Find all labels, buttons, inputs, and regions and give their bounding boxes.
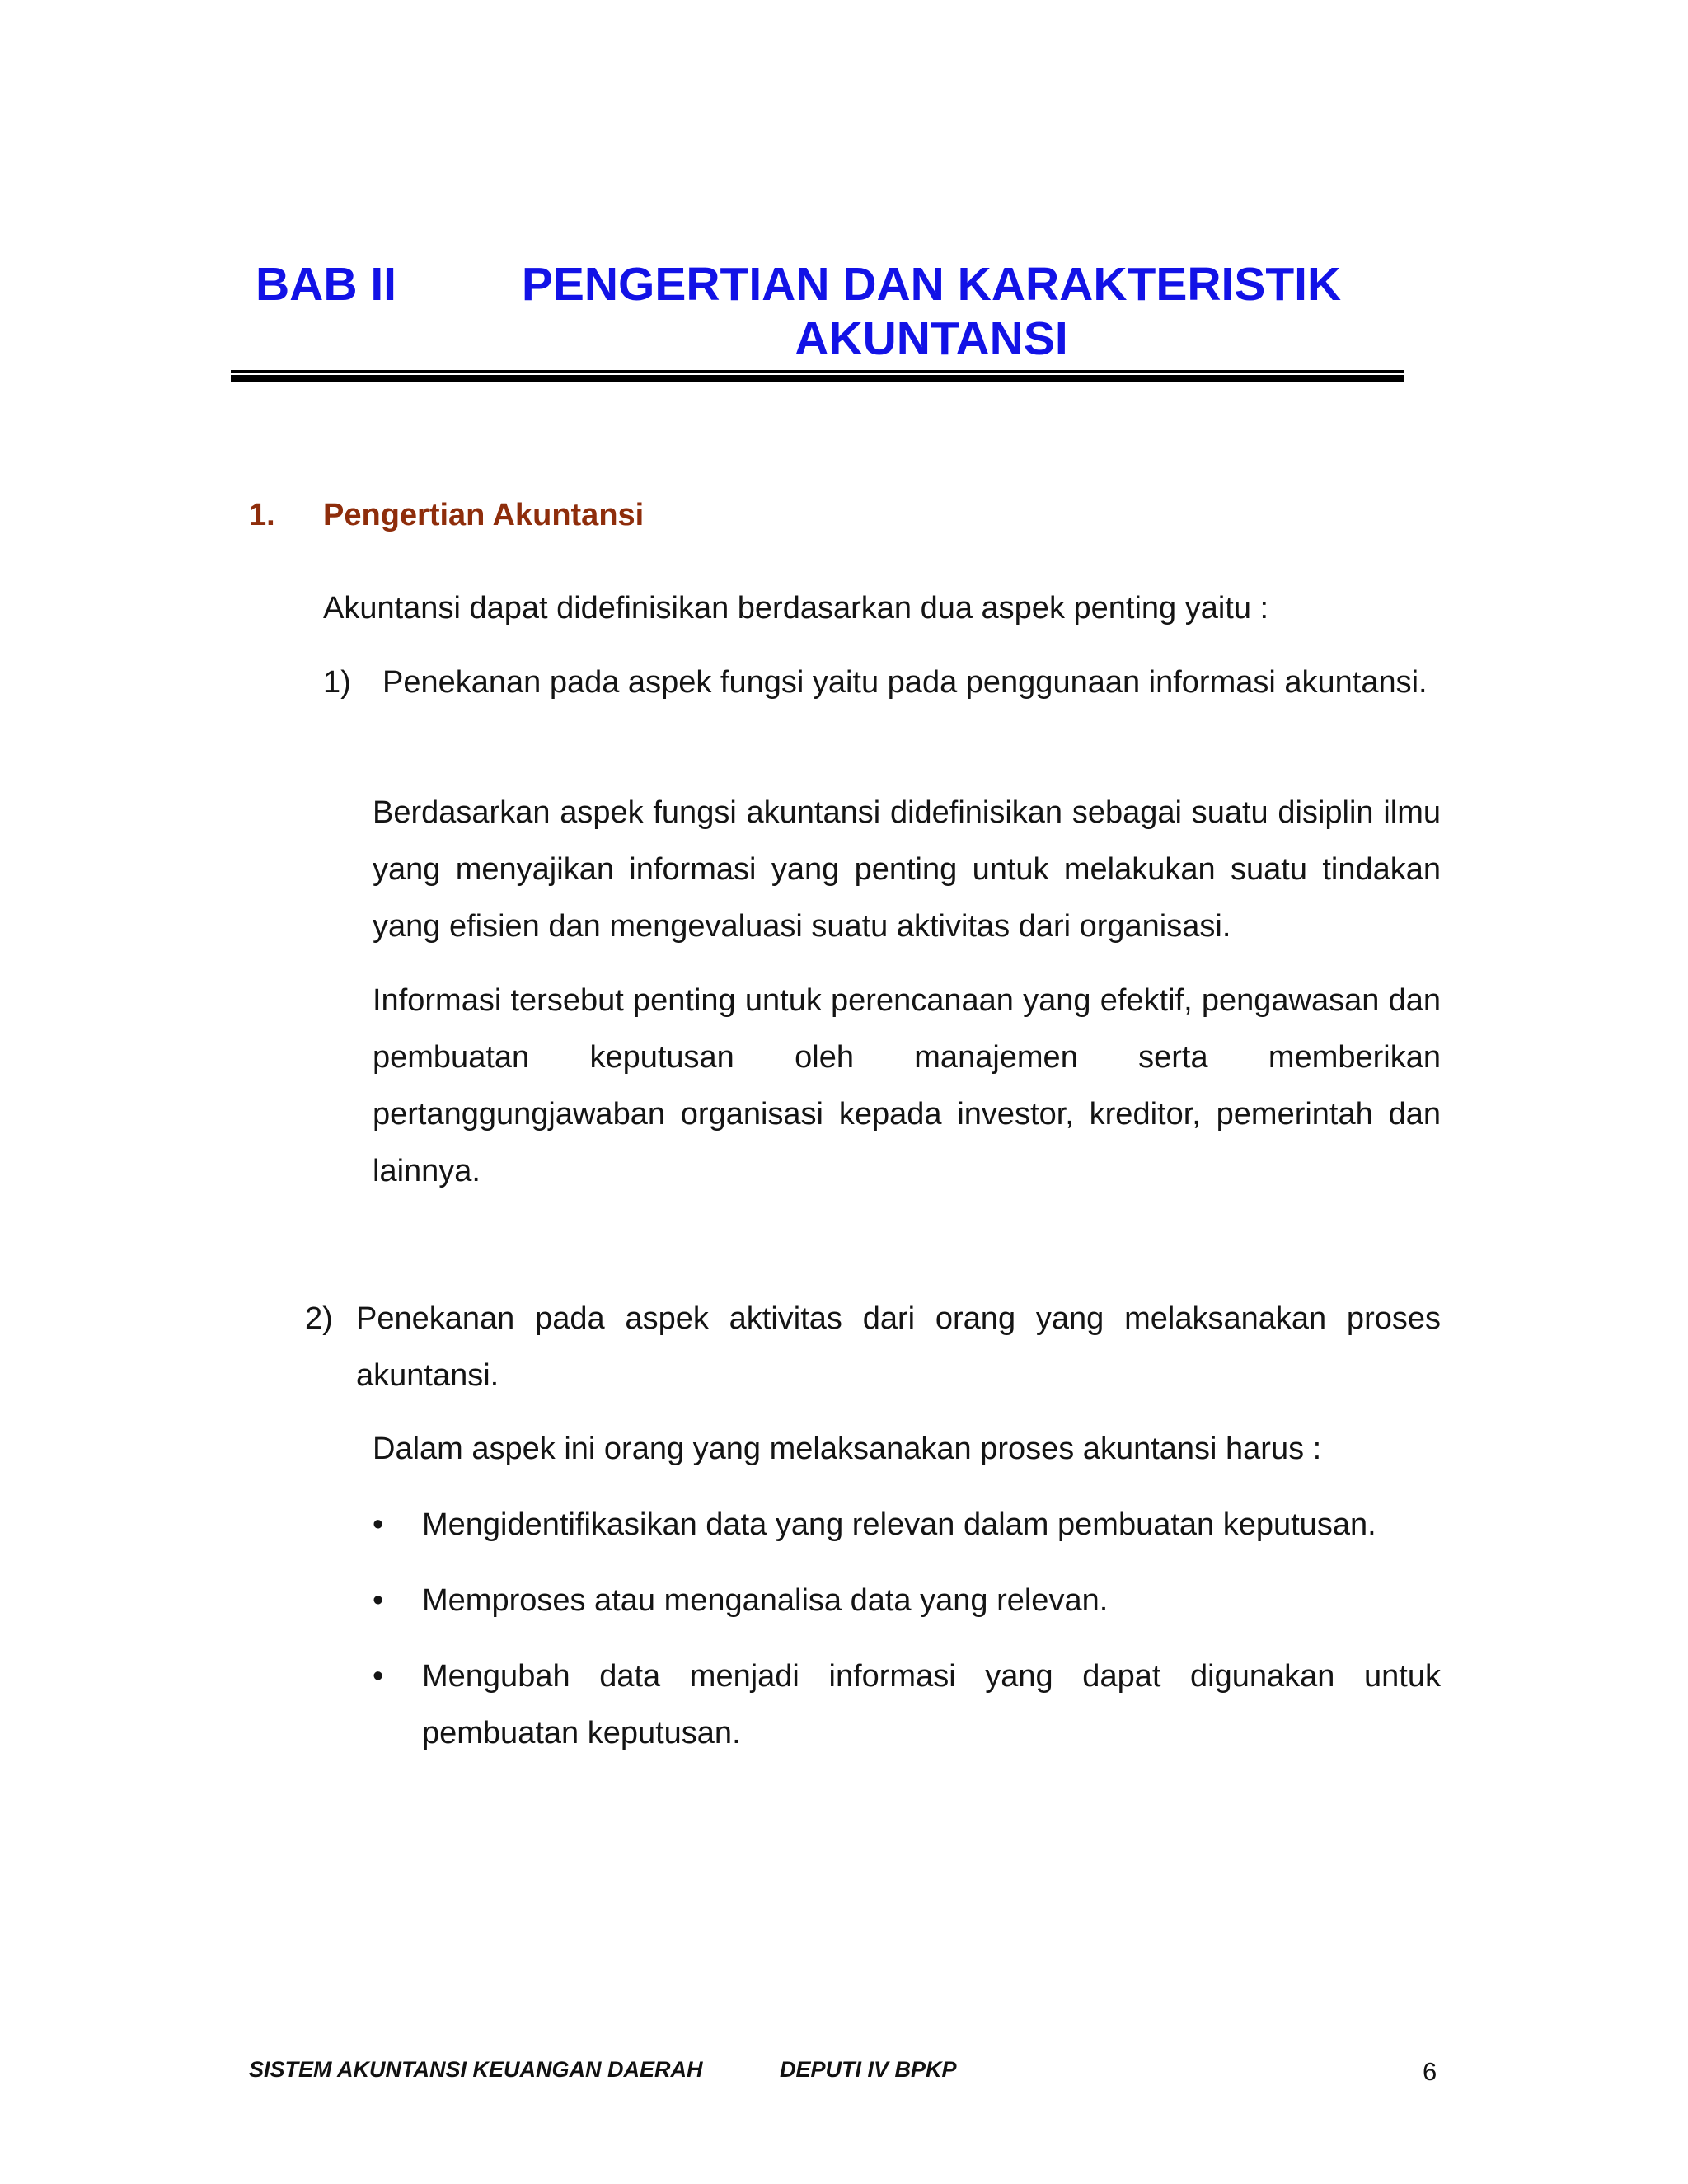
chapter-title: PENGERTIAN DAN KARAKTERISTIK AKUNTANSI [521,258,1342,365]
item2-paragraph-1: Dalam aspek ini orang yang melaksanakan proses akuntansi harus : [373,1432,1322,1466]
item1-heading [373,654,1441,711]
bullet-item-1: Mengidentifikasikan data yang relevan dalam pembuatan keputusan. [422,1507,1376,1542]
item1-marker: 1) [323,665,351,700]
item1-paragraph-2: Informasi tersebut penting untuk perencanaan yang efektif, pengawasan dan pembuatan keputusan oleh manajemen serta memberikan pertanggungjawaban organisasi kepada investor, kreditor, pemerintah dan lainnya. [373,983,1441,1188]
heading-rule-thin [231,370,1404,373]
item2-heading [356,1291,1441,1404]
bullet-dot: • [373,1583,384,1618]
item2-text: Penekanan pada aspek aktivitas dari orang yang melaksanakan proses akuntansi. [356,1301,1441,1393]
section-title: Pengertian Akuntansi [323,498,645,532]
item1-paragraph-1: Berdasarkan aspek fungsi akuntansi didefinisikan sebagai suatu disiplin ilmu yang menyajikan informasi yang penting untuk melakukan suatu tindakan yang efisien dan mengevaluasi suatu aktivitas dari organisasi. [373,795,1441,944]
bullet-dot: • [373,1507,384,1542]
footer-document-title: SISTEM AKUNTANSI KEUANGAN DAERAH [249,2057,703,2082]
section-number: 1. [249,498,275,532]
intro-paragraph: Akuntansi dapat didefinisikan berdasarkan dua aspek penting yaitu : [323,591,1269,626]
bullet-item-3: Mengubah data menjadi informasi yang dapat digunakan untuk pembuatan keputusan. [422,1659,1441,1750]
bullet-item-2: Memproses atau menganalisa data yang relevan. [422,1583,1109,1618]
item2-marker: 2) [305,1301,333,1336]
page-number: 6 [1423,2057,1437,2086]
chapter-label: BAB II [256,258,396,311]
item1-text: Penekanan pada aspek fungsi yaitu pada penggunaan informasi akuntansi. [382,665,1428,700]
heading-rule-thick [231,375,1404,382]
footer-publisher: DEPUTI IV BPKP [780,2057,957,2082]
bullet-dot: • [373,1659,384,1694]
